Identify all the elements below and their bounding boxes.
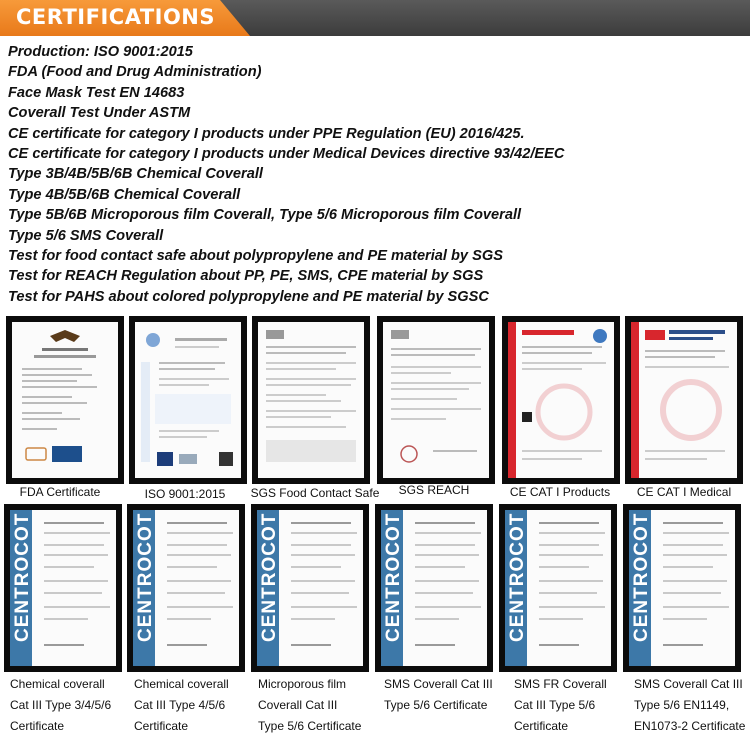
doc-line (539, 606, 605, 608)
cert-line: CE certificate for category I products under PPE Regulation (EU) 2016/425. (8, 125, 525, 142)
certificate-page (133, 510, 239, 666)
doc-line (291, 544, 351, 546)
certificate-page (381, 510, 487, 666)
caption-line: Microporous film (258, 677, 347, 691)
certificate-page (505, 510, 611, 666)
doc-line (539, 532, 605, 534)
doc-line (44, 580, 108, 582)
doc-line (663, 522, 723, 524)
certificate-caption: ISO 9001:2015 (144, 487, 226, 501)
doc-line (291, 644, 331, 646)
certificate-page (508, 322, 614, 478)
doc-line (167, 606, 233, 608)
iso-certificate-graphic (135, 322, 241, 478)
centrocot-label: CENTROCOT (507, 512, 528, 642)
doc-line (167, 522, 227, 524)
doc-line (415, 522, 475, 524)
caption-line: Certificate (10, 719, 65, 733)
cert-line: Type 4B/5B/6B Chemical Coverall (8, 186, 241, 203)
doc-line (539, 618, 583, 620)
doc-line (539, 554, 603, 556)
certificate-image-ce-products (502, 316, 620, 484)
doc-line (415, 554, 479, 556)
certificate-image-centrocot (127, 504, 245, 672)
ce-certificate-graphic (631, 322, 737, 478)
doc-line (167, 566, 217, 568)
fda-certificate-graphic (12, 322, 118, 478)
caption-line: Cat III Type 3/4/5/6 (10, 698, 112, 712)
doc-line (415, 566, 465, 568)
centrocot-label: CENTROCOT (383, 512, 404, 642)
centrocot-label: CENTROCOT (12, 512, 33, 642)
doc-line (663, 544, 723, 546)
caption-line: Coverall Cat III (258, 698, 338, 712)
doc-line (539, 580, 603, 582)
doc-line (663, 592, 721, 594)
certificate-image-iso (129, 316, 247, 484)
doc-line (167, 532, 233, 534)
doc-line (539, 522, 599, 524)
certificate-caption (634, 674, 745, 737)
doc-line (167, 544, 227, 546)
cert-line: Test for REACH Regulation about PP, PE, SMS, CPE material by SGS (8, 268, 484, 285)
doc-line (663, 566, 713, 568)
certificate-page (631, 322, 737, 478)
caption-line: Cat III Type 4/5/6 (134, 698, 226, 712)
certificate-image-sgs-reach (377, 316, 495, 484)
doc-line (663, 532, 729, 534)
doc-line (415, 606, 481, 608)
doc-line (415, 532, 481, 534)
doc-line (663, 554, 727, 556)
certificate-image-sgs-food (252, 316, 370, 484)
doc-line (167, 554, 231, 556)
caption-line: Type 5/6 Certificate (384, 698, 488, 712)
certificate-image-centrocot (4, 504, 122, 672)
doc-line (44, 544, 104, 546)
doc-line (291, 592, 349, 594)
doc-line (44, 618, 88, 620)
doc-line (415, 580, 479, 582)
certificate-page (383, 322, 489, 478)
certificate-image-ce-medical (625, 316, 743, 484)
doc-line (291, 566, 341, 568)
caption-line: Cat III Type 5/6 (514, 698, 596, 712)
cert-line: FDA (Food and Drug Administration) (8, 64, 262, 81)
cert-line: Type 3B/4B/5B/6B Chemical Coverall (8, 166, 263, 183)
cert-line: Face Mask Test EN 14683 (8, 84, 185, 101)
doc-line (539, 566, 589, 568)
doc-line (167, 592, 225, 594)
doc-line (167, 618, 211, 620)
caption-line: EN1073-2 Certificate (634, 719, 746, 733)
certificate-caption: SGS REACH (398, 483, 470, 497)
cert-line: Test for food contact safe about polypropylene and PE material by SGS (8, 248, 503, 265)
certificate-image-centrocot (623, 504, 741, 672)
doc-line (291, 618, 335, 620)
doc-line (539, 644, 579, 646)
certificate-page (629, 510, 735, 666)
doc-line (663, 606, 729, 608)
caption-line: Certificate (514, 719, 569, 733)
centrocot-label: CENTROCOT (631, 512, 652, 642)
doc-line (663, 644, 703, 646)
certificate-caption: SGS Food Contact Safe (250, 486, 380, 500)
certificate-caption (384, 674, 493, 716)
sgs-report-graphic (383, 322, 489, 478)
doc-line (291, 606, 357, 608)
cert-line: Test for PAHS about colored polypropylene and PE material by SGSC (8, 288, 489, 305)
doc-line (415, 618, 459, 620)
certificate-caption: CE CAT I Medical (636, 485, 732, 499)
section-header (0, 0, 750, 36)
certificate-image-centrocot (251, 504, 369, 672)
doc-line (291, 522, 351, 524)
caption-line: Type 5/6 Certificate (258, 719, 362, 733)
caption-line: Chemical coverall (134, 677, 229, 691)
certificate-image-centrocot (375, 504, 493, 672)
certificate-image-fda (6, 316, 124, 484)
doc-line (539, 592, 597, 594)
certificate-image-centrocot (499, 504, 617, 672)
doc-line (291, 554, 355, 556)
cert-line: Coverall Test Under ASTM (8, 105, 191, 122)
doc-line (415, 592, 473, 594)
doc-line (44, 592, 102, 594)
caption-line: Type 5/6 EN1149, (634, 698, 730, 712)
doc-line (415, 544, 475, 546)
certificate-caption (258, 674, 361, 737)
doc-line (44, 644, 84, 646)
certificate-caption (134, 674, 229, 737)
certificate-page (12, 322, 118, 478)
doc-line (167, 580, 231, 582)
doc-line (415, 644, 455, 646)
certificate-page (258, 322, 364, 478)
doc-line (291, 580, 355, 582)
certificate-caption: FDA Certificate (19, 485, 101, 499)
doc-line (167, 644, 207, 646)
ce-certificate-graphic (508, 322, 614, 478)
certification-list (8, 42, 748, 307)
doc-line (539, 544, 599, 546)
caption-line: SMS Coverall Cat III (634, 677, 743, 691)
section-title: CERTIFICATIONS (16, 5, 216, 29)
doc-line (663, 618, 707, 620)
centrocot-label: CENTROCOT (259, 512, 280, 642)
caption-line: SMS Coverall Cat III (384, 677, 493, 691)
cert-line: CE certificate for category I products under Medical Devices directive 93/42/EEC (8, 146, 565, 163)
certificate-caption (514, 674, 607, 737)
doc-line (663, 580, 727, 582)
doc-line (44, 606, 110, 608)
certificate-page (257, 510, 363, 666)
certificate-caption (10, 674, 111, 737)
cert-line: Production: ISO 9001:2015 (8, 44, 193, 60)
caption-line: Certificate (134, 719, 189, 733)
sgs-report-graphic (258, 322, 364, 478)
doc-line (44, 532, 110, 534)
certificate-caption: CE CAT I Products (509, 485, 611, 499)
doc-line (44, 522, 104, 524)
doc-line (44, 554, 108, 556)
certificate-page (135, 322, 241, 478)
certificate-page (10, 510, 116, 666)
caption-line: Chemical coverall (10, 677, 105, 691)
cert-line: Type 5B/6B Microporous film Coverall, Type 5/6 Microporous film Coverall (8, 207, 522, 224)
doc-line (291, 532, 357, 534)
cert-line: Type 5/6 SMS Coverall (8, 227, 164, 244)
centrocot-label: CENTROCOT (135, 512, 156, 642)
caption-line: SMS FR Coverall (514, 677, 607, 691)
doc-line (44, 566, 94, 568)
